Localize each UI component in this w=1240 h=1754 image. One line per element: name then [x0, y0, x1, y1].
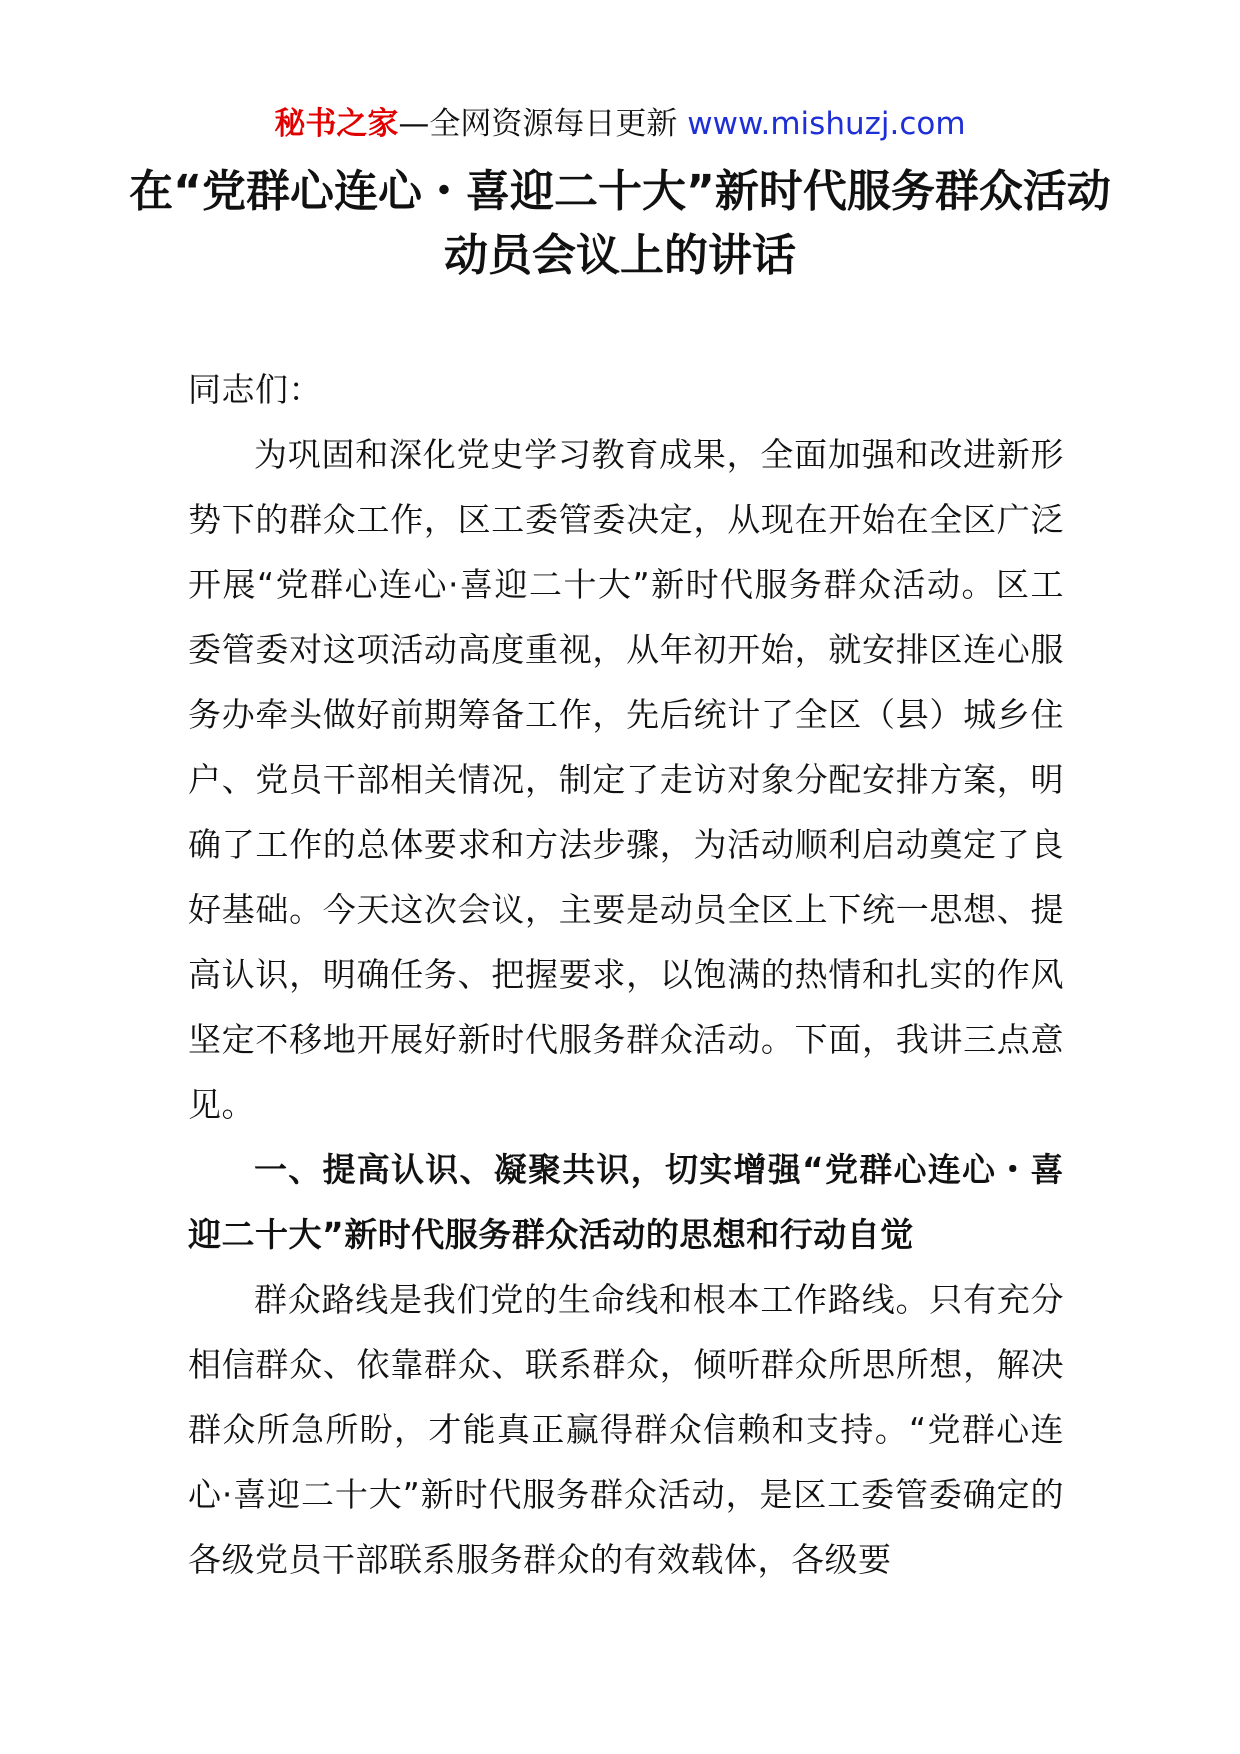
site-brand-name: 秘书之家	[274, 106, 399, 142]
salutation: 同志们：	[188, 370, 322, 409]
site-tagline: —全网资源每日更新	[398, 106, 678, 142]
site-url-link[interactable]: www.mishuzj.com	[687, 106, 966, 142]
section-heading: 一、提高认识、凝聚共识，切实增强“党群心连心・喜迎二十大”新时代服务群众活动的思想和行动自觉	[188, 1150, 1064, 1254]
section-paragraph: 群众路线是我们党的生命线和根本工作路线。只有充分相信群众、依靠群众、联系群众，倾听群众所思所想，解决群众所急所盼，才能真正赢得群众信赖和支持。“党群心连心·喜迎二十大”新时代服务群众活动，是区工委管委确定的各级党员干部联系服务群众的有效载体，各级要	[188, 1280, 1064, 1579]
document-body	[188, 357, 1064, 1592]
document-title: 在“党群心连心・喜迎二十大”新时代服务群众活动动员会议上的讲话	[129, 166, 1111, 281]
intro-paragraph: 为巩固和深化党史学习教育成果，全面加强和改进新形势下的群众工作，区工委管委决定，从现在开始在全区广泛开展“党群心连心·喜迎二十大”新时代服务群众活动。区工委管委对这项活动高度重视，从年初开始，就安排区连心服务办牵头做好前期筹备工作，先后统计了全区（县）城乡住户、党员干部相关情况，制定了走访对象分配安排方案，明确了工作的总体要求和方法步骤，为活动顺利启动奠定了良好基础。今天这次会议，主要是动员全区上下统一思想、提高认识，明确任务、把握要求，以饱满的热情和扎实的作风坚定不移地开展好新时代服务群众活动。下面，我讲三点意见。	[188, 435, 1064, 1124]
site-header-banner	[0, 102, 1240, 146]
